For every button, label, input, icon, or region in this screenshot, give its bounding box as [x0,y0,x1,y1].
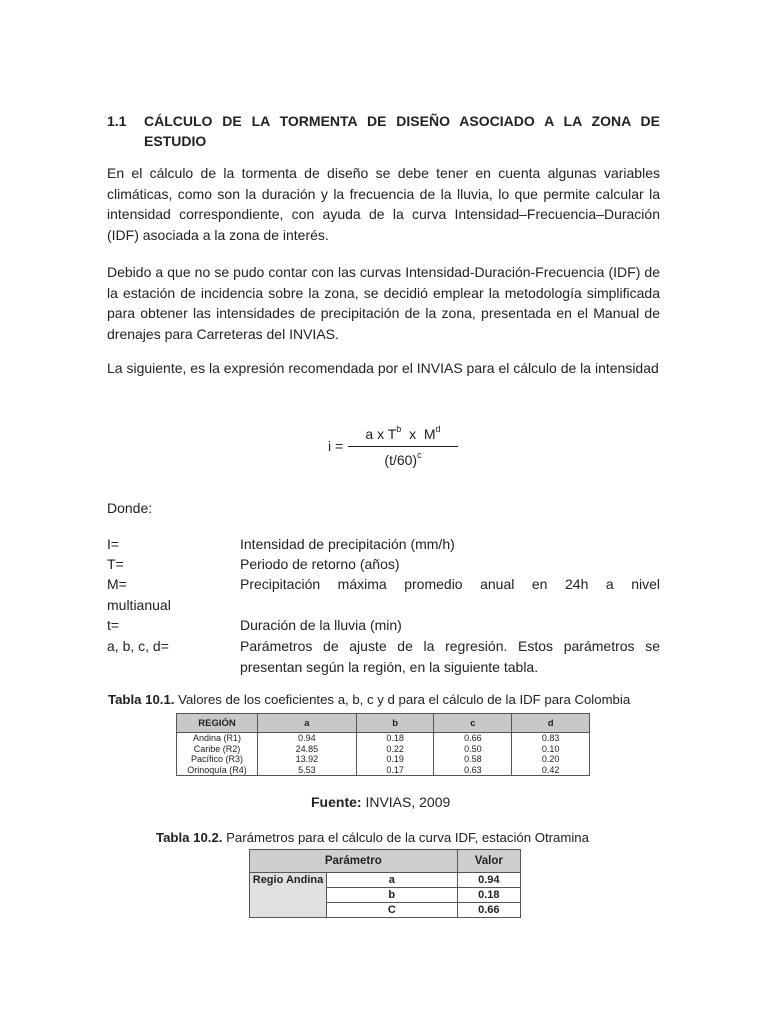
definition-continuation: multianual [107,596,171,613]
donde-label: Donde: [107,500,153,516]
definition-text: Intensidad de precipitación (mm/h) [240,536,455,552]
definition-text: Periodo de retorno (años) [240,556,400,572]
table1-caption: Tabla 10.1. Valores de los coeficientes a, b, c y d para el cálculo de la IDF para Colombia [108,692,631,707]
table1-source: Fuente: INVIAS, 2009 [311,794,451,810]
table-cell: Andina (R1) [177,733,258,744]
paragraph-1: En el cálculo de la tormenta de diseño se debe tener en cuenta algunas variables climáticas, como son la duración y la frecuencia de la lluvia, lo que permite calcular la intensidad correspondiente, con ayuda de la curva Intensidad–Frecuencia–Duración (IDF) asociada a la zona de interés. [107,165,660,243]
definition-symbol: t= [107,617,120,633]
definition-text: Duración de la lluvia (min) [240,617,402,633]
definition-symbol: a, b, c, d= [107,638,169,654]
region-cell: Regio Andina [250,873,327,918]
table-row [177,754,590,765]
table-header-row [250,850,521,873]
formula-lhs: i = [328,438,344,454]
table-cell: 0.63 [434,765,512,776]
section-number: 1.1 [107,113,127,129]
table-cell: b [327,888,458,903]
column-header: d [512,714,590,733]
formula-fraction [348,424,458,468]
paragraph-3: La siguiente, es la expresión recomendada por el INVIAS para el cálculo de la intensidad [107,360,659,376]
table-cell: a [327,873,458,888]
formula-denominator: $(t/60)^c$ [384,450,422,468]
table-cell: C [327,903,458,918]
section-title-line2: ESTUDIO [144,133,207,149]
idf-parameters-table [249,849,521,918]
column-header: c [434,714,512,733]
definition-row [107,534,660,555]
definition-symbol: M= [107,576,127,592]
fraction-bar [348,446,458,447]
column-header: Valor [457,850,520,873]
table2-caption: Tabla 10.2. Parámetros para el cálculo de la curva IDF, estación Otramina [156,830,589,845]
column-header: Parámetro [250,850,458,873]
definition-row [107,615,660,636]
coefficients-table [176,713,590,776]
table-row [177,765,590,776]
section-heading [107,111,660,151]
table-header-row [177,714,590,733]
table-cell: 0.10 [512,744,590,755]
table-cell: 0.18 [457,888,520,903]
table-cell: 0.18 [356,733,434,744]
table-cell: 0.17 [356,765,434,776]
table-cell: 5.53 [258,765,357,776]
table-cell: 0.20 [512,754,590,765]
table-cell: Pacífico (R3) [177,754,258,765]
column-header: b [356,714,434,733]
paragraph-2: Debido a que no se pudo contar con las curvas Intensidad-Duración-Frecuencia (IDF) de la estación de incidencia sobre la zona, se decidió emplear la metodología simplificada para obtener las intensidades de precipitación de la zona, presentada en el Manual de drenajes para Carreteras del INVIAS. [107,264,660,342]
definition-row [107,554,660,575]
intensity-formula [328,424,458,474]
formula-numerator: a x $T^b$ x $M^d$ [365,424,441,442]
table-row [177,733,590,744]
table-cell: 0.22 [356,744,434,755]
table-cell: 0.50 [434,744,512,755]
table-cell: 13.92 [258,754,357,765]
column-header: a [258,714,357,733]
definition-symbol: T= [107,556,124,572]
section-title-line1: CÁLCULO DE LA TORMENTA DE DISEÑO ASOCIADO A LA ZONA DE [144,113,660,129]
definition-symbol: I= [107,536,120,552]
table-cell: 0.58 [434,754,512,765]
table-cell: 24.85 [258,744,357,755]
table-cell: Orinoquía (R4) [177,765,258,776]
table-cell: 0.94 [457,873,520,888]
definition-text: Precipitación máxima promedio anual en 24h a nivel [240,576,660,592]
table-cell: 0.94 [258,733,357,744]
definition-row [107,636,660,677]
definition-text: Parámetros de ajuste de la regresión. Estos parámetros se presentan según la región, en la siguiente tabla. [240,638,660,675]
table-row [177,744,590,755]
table-cell: 0.42 [512,765,590,776]
table-row [250,873,521,888]
column-header: REGIÓN [177,714,258,733]
table-cell: Caribe (R2) [177,744,258,755]
table-cell: 0.19 [356,754,434,765]
table-cell: 0.83 [512,733,590,744]
definition-row [107,574,660,615]
table-cell: 0.66 [457,903,520,918]
table-cell: 0.66 [434,733,512,744]
